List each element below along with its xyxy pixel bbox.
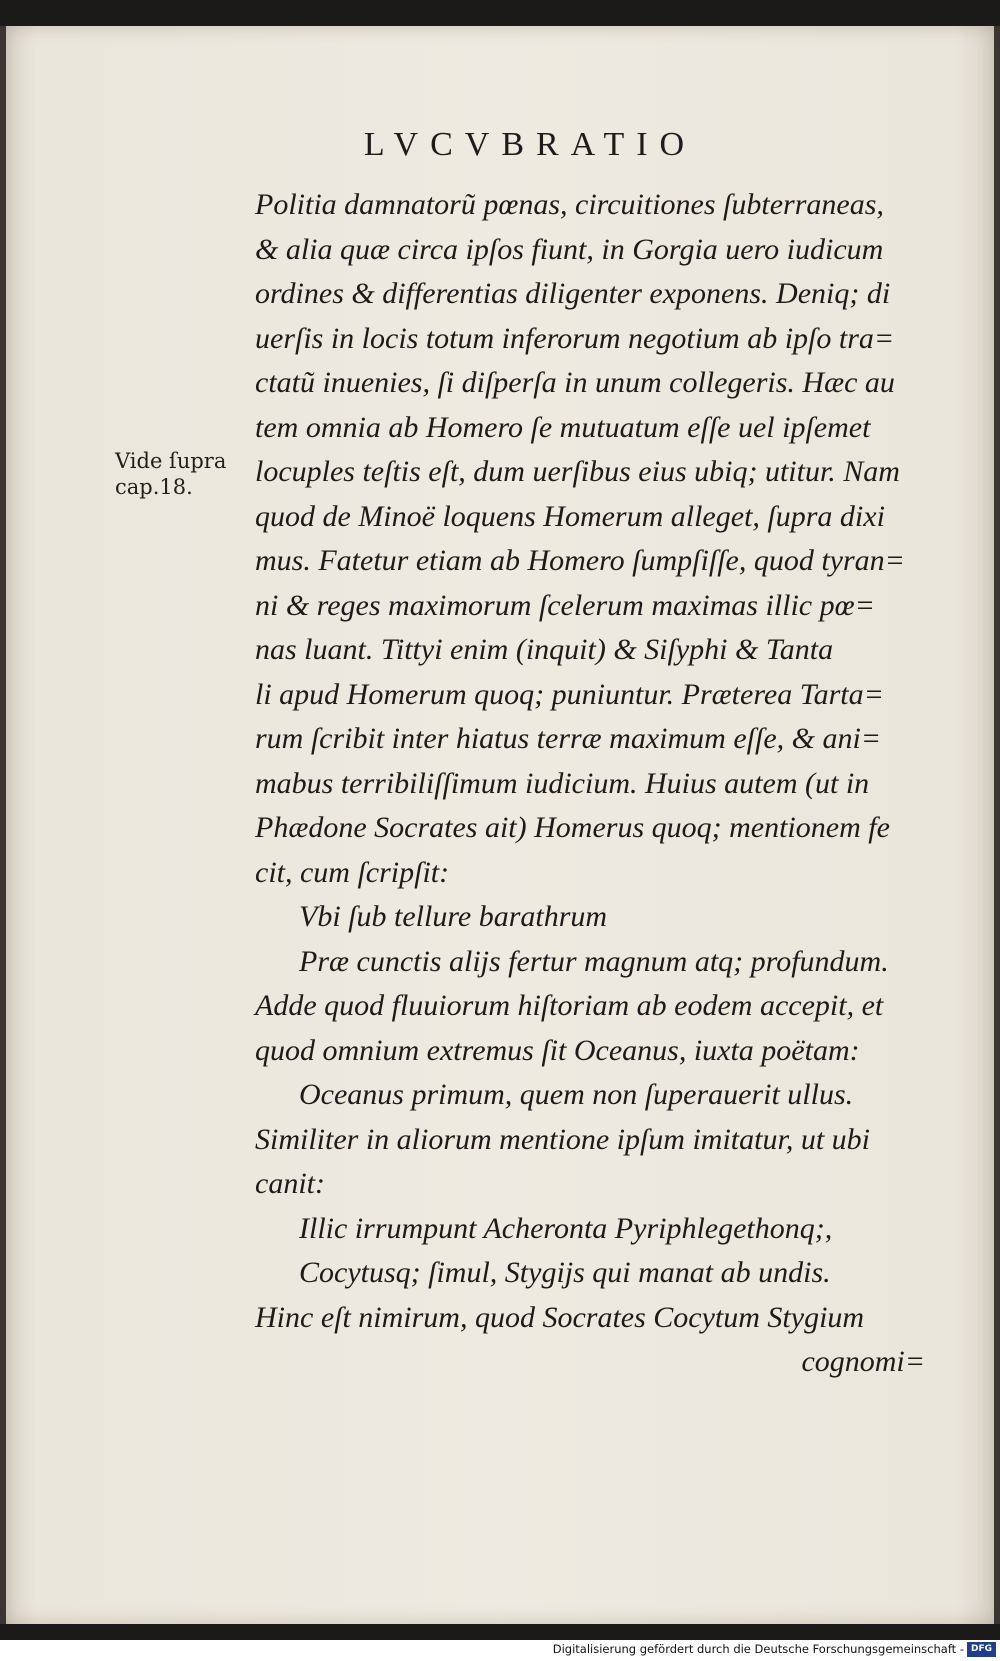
footer-credit-text: Digitalisierung gefördert durch die Deutsche Forschungsgemeinschaft - [552,1642,964,1656]
main-text-block [255,183,925,1385]
text-line: ctatũ inuenies, ſi diſperſa in unum collegeris. Hæc au [255,366,895,399]
text-line: Phædone Socrates ait) Homerus quoq; mentionem fe [255,811,890,844]
catchword: cognomi= [801,1345,925,1378]
text-line: tem omnia ab Homero ſe mutuatum eſſe uel ipſemet [255,410,871,444]
text-line: rum ſcribit inter hiatus terræ maximum eſſe, & ani= [255,722,882,755]
margin-note-line: cap.18. [115,475,193,499]
text-line: Politia damnatorũ pœnas, circuitiones ſubterraneas, [255,188,884,221]
verse-line: Vbi ſub tellure barathrum [299,900,608,933]
left-page-edge [0,26,6,1624]
text-line: nas luant. Tittyi enim (inquit) & Siſyphi & Tanta [255,633,834,666]
text-line: Adde quod fluuiorum hiſtoriam ab eodem accepit, et [255,989,884,1022]
verse-line: Cocytusq; ſimul, Stygijs qui manat ab undis. [299,1256,831,1289]
text-line: ordines & differentias diligenter exponens. Deniq; di [255,277,891,310]
verse-line: Illic irrumpunt Acheronta Pyriphlegethonq;, [299,1211,833,1245]
digitization-footer [0,1640,1000,1661]
verse-line: Oceanus primum, quem non ſuperauerit ullus. [299,1078,854,1111]
text-line: cit, cum ſcripſit: [255,855,450,889]
right-page-edge [994,26,1000,1624]
text-line: canit: [255,1167,325,1200]
text-line: quod de Minoë loquens Homerum alleget, ſupra dixi [255,499,885,533]
text-line: ni & reges maximorum ſcelerum maximas illic pœ= [255,588,875,622]
text-line: uerſis in locis totum inferorum negotium ab ipſo tra= [255,321,895,355]
dfg-logo: DFG [967,1642,996,1657]
text-line: Hinc eſt nimirum, quod Socrates Cocytum Stygium [255,1300,865,1334]
verse-line: Præ cunctis alijs fertur magnum atq; profundum. [299,944,889,978]
running-head: LVCVBRATIO [363,126,697,163]
text-line: mus. Fatetur etiam ab Homero ſumpſiſſe, quod tyran= [255,544,905,577]
text-line: & alia quæ circa ipſos fiunt, in Gorgia uero iudicum [255,232,884,266]
text-line: quod omnium extremus ſit Oceanus, iuxta poëtam: [255,1033,860,1067]
text-line: locuples teſtis eſt, dum uerſibus eius ubiq; utitur. Nam [255,455,900,488]
text-line: li apud Homerum quoq; puniuntur. Præterea Tarta= [255,677,884,711]
text-line: mabus terribiliſſimum iudicium. Huius autem (ut in [255,766,870,800]
text-line: Similiter in aliorum mentione ipſum imitatur, ut ubi [255,1122,870,1156]
margin-note-line: Vide ſupra [115,449,227,473]
margin-note [115,448,250,500]
